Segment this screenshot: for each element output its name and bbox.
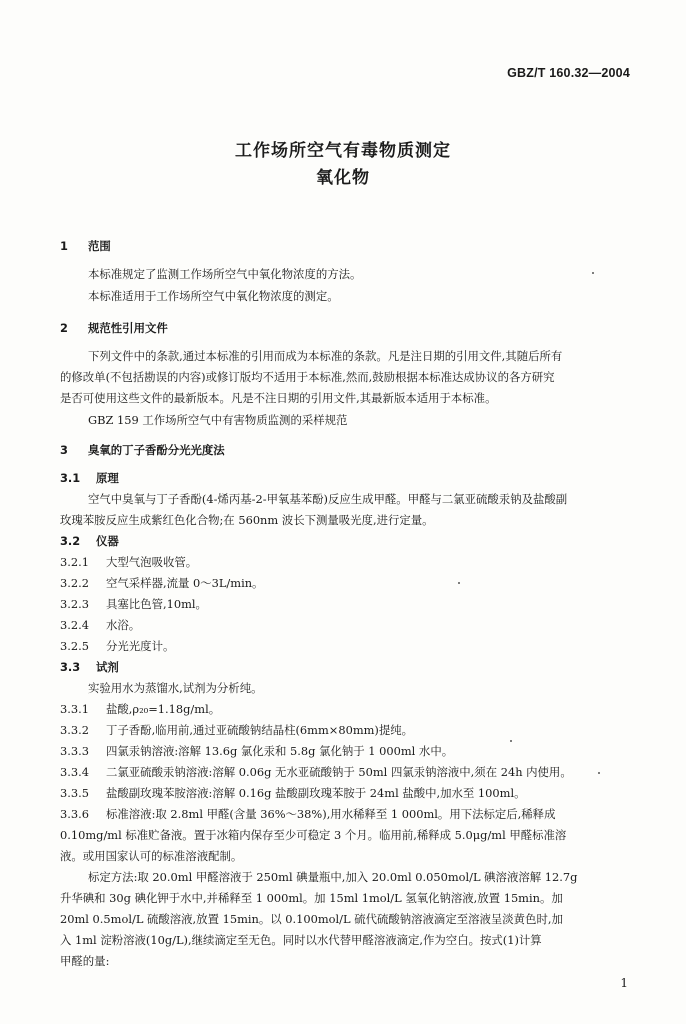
page-number: 1: [620, 976, 628, 990]
paragraph-line: 下列文件中的条款,通过本标准的引用而成为本标准的条款。凡是注日期的引用文件,其随后所有: [88, 349, 563, 363]
paragraph-line: 是否可使用这些文件的最新版本。凡是不注日期的引用文件,其最新版本适用于本标准。: [60, 391, 497, 405]
list-item: 3.2.5 分光光度计。: [60, 639, 175, 653]
list-item: 3.2.3 具塞比色管,10ml。: [60, 597, 207, 611]
paragraph-line: 入 1ml 淀粉溶液(10g/L),继续滴定至无色。同时以水代替甲醛溶液滴定,作为空白。按式(1)计算: [60, 933, 542, 947]
scan-speck: [510, 740, 512, 742]
subsection-3-2-heading: 3.2 仪器: [60, 534, 119, 548]
document-subtitle: 氧化物: [316, 168, 370, 188]
paragraph-line: 玫瑰苯胺反应生成紫红色化合物;在 560nm 波长下测量吸光度,进行定量。: [60, 513, 434, 527]
paragraph-line: 液。或用国家认可的标准溶液配制。: [60, 849, 243, 863]
list-item: 3.3.4 二氯亚硫酸汞钠溶液:溶解 0.06g 无水亚硫酸钠于 50ml 四氯汞钠溶液中,须在 24h 内使用。: [60, 765, 572, 779]
list-item: 3.3.2 丁子香酚,临用前,通过亚硫酸钠结晶柱(6mm×80mm)提纯。: [60, 723, 414, 737]
reference-item: GBZ 159 工作场所空气中有害物质监测的采样规范: [88, 413, 348, 427]
section-2-heading: 2 规范性引用文件: [60, 321, 168, 335]
section-3-heading: 3 臭氧的丁子香酚分光光度法: [60, 443, 225, 457]
list-item: 3.2.1 大型气泡吸收管。: [60, 555, 198, 569]
scan-speck: [592, 272, 594, 274]
list-item: 3.2.4 水浴。: [60, 618, 141, 632]
paragraph-line: 0.10mg/ml 标准贮备液。置于冰箱内保存至少可稳定 3 个月。临用前,稀释成 5.0μg/ml 甲醛标准溶: [60, 828, 567, 842]
standard-code: GBZ/T 160.32—2004: [507, 66, 630, 80]
paragraph-line: 标定方法:取 20.0ml 甲醛溶液于 250ml 碘量瓶中,加入 20.0ml 0.050mol/L 碘溶液溶解 12.7g: [88, 870, 578, 884]
list-item: 3.3.6 标准溶液:取 2.8ml 甲醛(含量 36%～38%),用水稀释至 1 000ml。用下法标定后,稀释成: [60, 807, 556, 821]
list-item: 3.3.3 四氯汞钠溶液:溶解 13.6g 氯化汞和 5.8g 氯化钠于 1 000ml 水中。: [60, 744, 454, 758]
paragraph-line: 甲醛的量:: [60, 954, 110, 968]
paragraph: 本标准规定了监测工作场所空气中氧化物浓度的方法。: [88, 267, 362, 281]
document-title: 工作场所空气有毒物质测定: [235, 141, 451, 161]
paragraph-line: 升华碘和 30g 碘化钾于水中,并稀释至 1 000ml。加 15ml 1mol/L 氢氧化钠溶液,放置 15min。加: [60, 891, 563, 905]
subsection-3-1-heading: 3.1 原理: [60, 471, 119, 485]
list-item: 3.3.5 盐酸副玫瑰苯胺溶液:溶解 0.16g 盐酸副玫瑰苯胺于 24ml 盐酸中,加水至 100ml。: [60, 786, 526, 800]
section-1-heading: 1 范围: [60, 239, 111, 253]
paragraph-line: 的修改单(不包括勘误的内容)或修订版均不适用于本标准,然而,鼓励根据本标准达成协议的各方研究: [60, 370, 555, 384]
list-item: 3.3.1 盐酸,ρ₂₀=1.18g/ml。: [60, 702, 221, 716]
list-item: 3.2.2 空气采样器,流量 0～3L/min。: [60, 576, 264, 590]
scan-speck: [458, 582, 460, 584]
paragraph: 本标准适用于工作场所空气中氧化物浓度的测定。: [88, 289, 339, 303]
subsection-3-3-heading: 3.3 试剂: [60, 660, 119, 674]
paragraph: 实验用水为蒸馏水,试剂为分析纯。: [88, 681, 263, 695]
paragraph-line: 空气中臭氧与丁子香酚(4-烯丙基-2-甲氧基苯酚)反应生成甲醛。甲醛与二氯亚硫酸汞钠及盐酸副: [88, 492, 568, 506]
scan-speck: [598, 772, 600, 774]
paragraph-line: 20ml 0.5mol/L 硫酸溶液,放置 15min。以 0.100mol/L 硫代硫酸钠溶液滴定至溶液呈淡黄色时,加: [60, 912, 563, 926]
